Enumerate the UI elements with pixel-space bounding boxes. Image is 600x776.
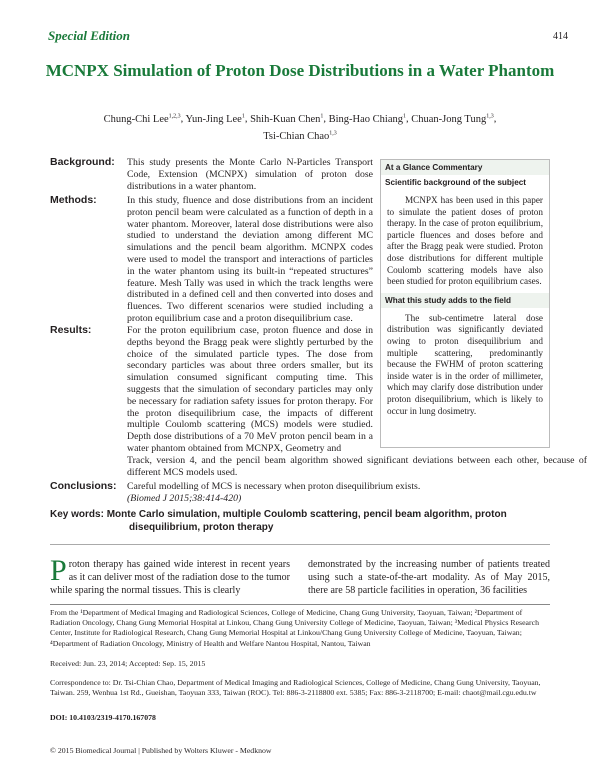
- body-text-2: demonstrated by the increasing number of patients treated using such a state-of-the-art modality. As of May 2015, there are 58 particle facilities in operation, 36 facilities: [308, 559, 550, 596]
- conclusions-label: Conclusions:: [50, 480, 117, 492]
- glance-subtitle-adds: What this study adds to the field: [381, 293, 549, 308]
- doi: DOI: 10.4103/2319-4170.167078: [50, 713, 156, 722]
- citation: (Biomed J 2015;38:414-420): [127, 493, 242, 504]
- correspondence: Correspondence to: Dr. Tsi-Chian Chao, Department of Medical Imaging and Radiological Sciences, College of Medicine, Chang Gung University, Taoyuan, Taiwan. 259, Wenhua 1st Rd., Gueishan, Taoyuan 333, Taiwan (ROC). Tel: 886-3-2118800 ext. 5385; Fax: 886-3-2118700; E-mail: chaot@mail.cgu.edu.tw: [50, 678, 541, 698]
- author-6: Tsi-Chian Chao$^{1,3}$: [263, 130, 337, 142]
- special-edition-label: Special Edition: [48, 28, 130, 43]
- affiliations: From the ¹Department of Medical Imaging and Radiological Sciences, College of Medicine, Chang Gung University, Taoyuan, Taiwan; ²Department of Radiation Oncology, Chang Gung Memorial Hospital at Linkou, Chang Gung University College of Medicine, Taoyuan, Taiwan; ³Medical Physics Research Center, Institute for Radiological Research, Chang Gung Memorial Hospital at Linkou/Chang Gung University College of Medicine, Taoyuan, Taiwan; ⁴Department of Radiation Oncology, Ministry of Health and Welfare Nantou Hospital, Nantou, Taiwan: [50, 608, 539, 648]
- results-text: For the proton equilibrium case, proton fluence and dose in depths beyond the Bragg peak were slightly perturbed by the choice of the simulated particle types. The dose from secondary particles was about three orders smaller, but its simulation consumed significant computing time. This suggests that the simulation of secondary particles may only be necessary for radiation safety issues for proton therapy. For the proton disequilibrium case, the impacts of different multiple Coulomb scattering (MCS) models were studied. Depth dose distributions of a 70 MeV proton pencil beam in a water phantom obtained from MCNPX, Geometry and: [127, 325, 373, 454]
- methods-label: Methods:: [50, 194, 97, 206]
- at-a-glance-box: [380, 159, 550, 448]
- at-a-glance-title: At a Glance Commentary: [381, 160, 549, 175]
- footnote-divider: [50, 604, 550, 605]
- author-5: Chuan-Jong Tung$^{1,3}$: [411, 113, 494, 125]
- author-1: Chung-Chi Lee$^{1,2,3}$: [103, 113, 181, 125]
- author-2: Yun-Jing Lee$^1$: [185, 113, 245, 125]
- results-text-wide: Track, version 4, and the pencil beam algorithm showed significant deviations between each other, because of different MCS models used.: [127, 455, 587, 478]
- background-text: This study presents the Monte Carlo N-Particles Transport Code, Extension (MCNPX) simulation of proton dose distributions in a water phantom.: [127, 157, 373, 192]
- methods-text: In this study, fluence and dose distributions from an incident proton pencil beam were calculated as a function of depth in a water phantom. Moreover, lateral dose distributions were also studied to understand the deviation among different MC simulations and the pencil beam algorithm. MCNPX codes were used to model the transport and interactions of particles in the water phantom using its built-in “repeated structures” feature. Mesh Tally was used in which the track lengths were distributed in a defined cell and then converted into doses and fluences. Two different scenarios were studied including a proton equilibrium case and a proton disequilibrium case.: [127, 195, 373, 324]
- body-column-2: [308, 559, 550, 597]
- conclusions-text: Careful modelling of MCS is necessary when proton disequilibrium exists.: [127, 481, 421, 492]
- author-3: Shih-Kuan Chen$^1$: [250, 113, 324, 125]
- divider: [50, 544, 550, 545]
- page-number: 414: [553, 31, 568, 42]
- glance-text-adds: The sub-centimetre lateral dose distribution was significantly deviated owing to proton disequilibrium and multiple scattering, predominantly because the FWHM of proton scattering inside water is in the order of millimeter, which may clarify dose distribution under proton disequilibrium, which is likely to occur in lung dosimetry.: [387, 312, 543, 416]
- author-list: Chung-Chi Lee$^{1,2,3}$, Yun-Jing Lee$^1$, Shih-Kuan Chen$^1$, Bing-Hao Chiang$^1$, Chuan-Jong Tung$^{1,3}$, Tsi-Chian Chao$^{1,3}$: [103, 113, 497, 142]
- article-title: MCNPX Simulation of Proton Dose Distributions in a Water Phantom: [45, 61, 555, 80]
- received-dates: Received: Jun. 23, 2014; Accepted: Sep. 15, 2015: [50, 659, 206, 668]
- keywords-line2: disequilibrium, proton therapy: [129, 522, 274, 533]
- glance-subtitle-background: Scientific background of the subject: [381, 175, 549, 190]
- keywords: [50, 508, 550, 534]
- glance-text-background: MCNPX has been used in this paper to simulate the patient doses of proton therapy. In the case of proton equilibrium, particle fluences and doses before and after the Bragg peak were studied. Proton dose distributions for different multiple Coulomb scattering models have also been studied for proton equilibrium cases.: [387, 195, 543, 287]
- drop-cap: P: [50, 554, 67, 587]
- copyright: © 2015 Biomedical Journal | Published by Wolters Kluwer - Medknow: [50, 746, 272, 755]
- results-label: Results:: [50, 324, 92, 336]
- body-text-1: roton therapy has gained wide interest in recent years as it can deliver most of the radiation dose to the tumor while sparing the normal tissues. This is clearly: [50, 559, 290, 596]
- keywords-label: Key words:: [50, 509, 104, 520]
- background-label: Background:: [50, 156, 115, 168]
- body-column-1: [50, 554, 290, 597]
- keywords-line1: Monte Carlo simulation, multiple Coulomb scattering, pencil beam algorithm, proton: [106, 509, 507, 520]
- author-4: Bing-Hao Chiang$^1$: [328, 113, 406, 125]
